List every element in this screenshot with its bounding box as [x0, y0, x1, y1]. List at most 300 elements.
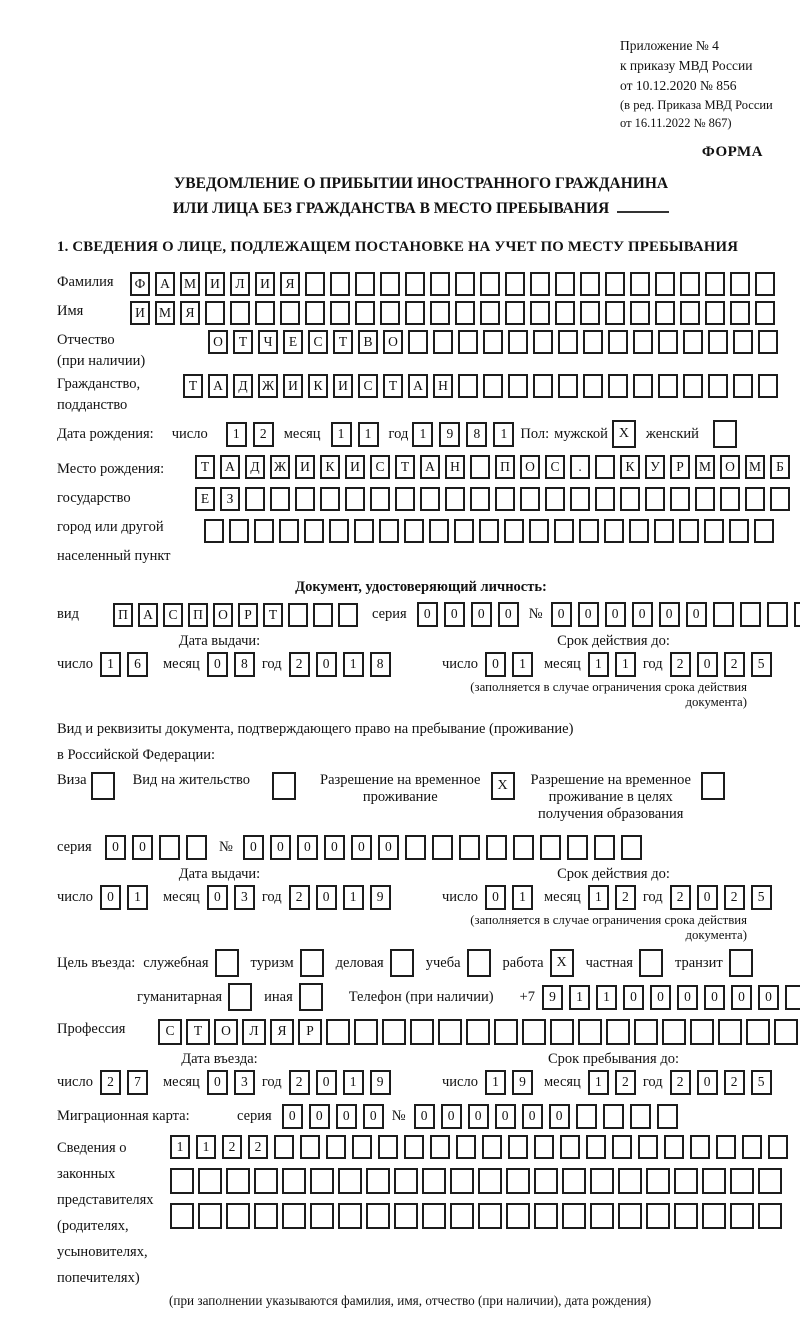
form-cell[interactable] [198, 1168, 222, 1194]
form-cell[interactable] [470, 455, 490, 479]
form-cell[interactable] [680, 301, 700, 325]
form-cell[interactable] [405, 272, 425, 296]
form-cell[interactable] [494, 1019, 518, 1045]
form-cell[interactable] [621, 835, 642, 860]
form-cell[interactable] [486, 835, 507, 860]
form-cell[interactable] [586, 1135, 606, 1159]
form-cell[interactable] [422, 1203, 446, 1229]
form-cell[interactable]: 7 [127, 1070, 148, 1095]
form-cell[interactable]: 0 [485, 652, 506, 677]
form-cell[interactable]: Я [270, 1019, 294, 1045]
form-cell[interactable]: К [308, 374, 328, 398]
form-cell[interactable] [450, 1203, 474, 1229]
form-cell[interactable] [630, 301, 650, 325]
form-cell[interactable]: И [255, 272, 275, 296]
form-cell[interactable] [630, 1104, 651, 1129]
form-cell[interactable]: В [358, 330, 378, 354]
form-cell[interactable] [680, 272, 700, 296]
form-cell[interactable]: 1 [588, 652, 609, 677]
form-cell[interactable] [645, 487, 665, 511]
form-cell[interactable]: 0 [650, 985, 671, 1010]
form-cell[interactable] [198, 1203, 222, 1229]
form-cell[interactable] [405, 301, 425, 325]
form-cell[interactable]: М [745, 455, 765, 479]
form-cell[interactable]: А [155, 272, 175, 296]
form-cell[interactable]: 1 [331, 422, 352, 447]
form-cell[interactable] [305, 301, 325, 325]
form-cell[interactable] [558, 330, 578, 354]
form-cell[interactable]: 0 [351, 835, 372, 860]
form-cell[interactable]: Я [180, 301, 200, 325]
form-cell[interactable]: 5 [751, 652, 772, 677]
form-cell[interactable] [458, 374, 478, 398]
form-cell[interactable] [366, 1203, 390, 1229]
temp-residence-education-checkbox[interactable] [701, 772, 725, 800]
form-cell[interactable] [430, 1135, 450, 1159]
form-cell[interactable] [605, 301, 625, 325]
form-cell[interactable]: 0 [498, 602, 519, 627]
form-cell[interactable]: М [155, 301, 175, 325]
form-cell[interactable] [768, 1135, 788, 1159]
form-cell[interactable]: 1 [226, 422, 247, 447]
form-cell[interactable] [755, 272, 775, 296]
form-cell[interactable] [633, 330, 653, 354]
form-cell[interactable]: 1 [485, 1070, 506, 1095]
form-cell[interactable] [730, 301, 750, 325]
form-cell[interactable] [345, 487, 365, 511]
form-cell[interactable] [480, 272, 500, 296]
form-cell[interactable] [580, 301, 600, 325]
form-cell[interactable]: 2 [670, 885, 691, 910]
form-cell[interactable] [530, 301, 550, 325]
form-cell[interactable]: 0 [336, 1104, 357, 1129]
form-cell[interactable] [579, 519, 599, 543]
form-cell[interactable] [480, 301, 500, 325]
form-cell[interactable] [395, 487, 415, 511]
form-cell[interactable] [606, 1019, 630, 1045]
form-cell[interactable] [230, 301, 250, 325]
form-cell[interactable]: 0 [297, 835, 318, 860]
form-cell[interactable]: Р [670, 455, 690, 479]
form-cell[interactable] [379, 519, 399, 543]
form-cell[interactable]: 0 [207, 1070, 228, 1095]
form-cell[interactable]: 0 [471, 602, 492, 627]
form-cell[interactable]: С [358, 374, 378, 398]
form-cell[interactable] [612, 1135, 632, 1159]
form-cell[interactable] [638, 1135, 658, 1159]
form-cell[interactable] [466, 1019, 490, 1045]
form-cell[interactable] [529, 519, 549, 543]
form-cell[interactable] [279, 519, 299, 543]
form-cell[interactable] [478, 1168, 502, 1194]
form-cell[interactable]: 1 [569, 985, 590, 1010]
form-cell[interactable] [338, 603, 358, 627]
form-cell[interactable]: А [138, 603, 158, 627]
form-cell[interactable] [729, 519, 749, 543]
form-cell[interactable]: . [570, 455, 590, 479]
form-cell[interactable]: 1 [588, 885, 609, 910]
form-cell[interactable] [352, 1135, 372, 1159]
form-cell[interactable] [355, 301, 375, 325]
form-cell[interactable] [226, 1203, 250, 1229]
form-cell[interactable] [608, 330, 628, 354]
form-cell[interactable]: И [345, 455, 365, 479]
form-cell[interactable] [603, 1104, 624, 1129]
form-cell[interactable] [746, 1019, 770, 1045]
form-cell[interactable]: 1 [343, 885, 364, 910]
purpose-option-checkbox-3[interactable] [390, 949, 414, 977]
form-cell[interactable] [338, 1203, 362, 1229]
form-cell[interactable] [767, 602, 788, 627]
form-cell[interactable] [758, 1203, 782, 1229]
form-cell[interactable] [702, 1203, 726, 1229]
form-cell[interactable]: К [620, 455, 640, 479]
form-cell[interactable] [730, 1168, 754, 1194]
form-cell[interactable] [633, 374, 653, 398]
purpose-option-extra-checkbox-2[interactable] [299, 983, 323, 1011]
form-cell[interactable]: Н [445, 455, 465, 479]
form-cell[interactable]: 1 [358, 422, 379, 447]
purpose-option-checkbox-6[interactable] [639, 949, 663, 977]
form-cell[interactable] [326, 1135, 346, 1159]
form-cell[interactable] [705, 272, 725, 296]
form-cell[interactable] [310, 1203, 334, 1229]
form-cell[interactable]: 9 [542, 985, 563, 1010]
form-cell[interactable] [618, 1168, 642, 1194]
form-cell[interactable]: 1 [615, 652, 636, 677]
form-cell[interactable]: И [205, 272, 225, 296]
form-cell[interactable]: Р [298, 1019, 322, 1045]
form-cell[interactable] [578, 1019, 602, 1045]
form-cell[interactable] [430, 301, 450, 325]
form-cell[interactable] [533, 374, 553, 398]
purpose-option-checkbox-1[interactable] [215, 949, 239, 977]
form-cell[interactable]: 0 [697, 885, 718, 910]
form-cell[interactable]: 0 [731, 985, 752, 1010]
form-cell[interactable] [674, 1203, 698, 1229]
form-cell[interactable] [508, 1135, 528, 1159]
form-cell[interactable] [754, 519, 774, 543]
form-cell[interactable] [522, 1019, 546, 1045]
form-cell[interactable] [255, 301, 275, 325]
form-cell[interactable] [646, 1168, 670, 1194]
form-cell[interactable]: О [720, 455, 740, 479]
form-cell[interactable]: С [545, 455, 565, 479]
form-cell[interactable] [690, 1019, 714, 1045]
form-cell[interactable]: 2 [248, 1135, 268, 1159]
form-cell[interactable]: Ф [130, 272, 150, 296]
form-cell[interactable]: Е [283, 330, 303, 354]
form-cell[interactable]: Т [383, 374, 403, 398]
form-cell[interactable]: С [163, 603, 183, 627]
form-cell[interactable] [305, 272, 325, 296]
form-cell[interactable]: 0 [522, 1104, 543, 1129]
form-cell[interactable] [554, 519, 574, 543]
form-cell[interactable] [590, 1168, 614, 1194]
form-cell[interactable] [745, 487, 765, 511]
form-cell[interactable]: 9 [370, 885, 391, 910]
form-cell[interactable] [254, 519, 274, 543]
form-cell[interactable] [690, 1135, 710, 1159]
form-cell[interactable] [438, 1019, 462, 1045]
purpose-option-checkbox-2[interactable] [300, 949, 324, 977]
form-cell[interactable]: 0 [697, 652, 718, 677]
form-cell[interactable] [404, 519, 424, 543]
form-cell[interactable]: Р [238, 603, 258, 627]
form-cell[interactable]: О [208, 330, 228, 354]
form-cell[interactable] [580, 272, 600, 296]
form-cell[interactable] [330, 272, 350, 296]
form-cell[interactable] [785, 985, 800, 1010]
form-cell[interactable] [774, 1019, 798, 1045]
form-cell[interactable]: 0 [704, 985, 725, 1010]
form-cell[interactable]: И [283, 374, 303, 398]
form-cell[interactable]: 5 [751, 885, 772, 910]
form-cell[interactable] [705, 301, 725, 325]
form-cell[interactable]: 0 [623, 985, 644, 1010]
form-cell[interactable]: И [130, 301, 150, 325]
form-cell[interactable]: 0 [549, 1104, 570, 1129]
form-cell[interactable]: Д [245, 455, 265, 479]
form-cell[interactable]: 0 [551, 602, 572, 627]
form-cell[interactable]: 1 [412, 422, 433, 447]
form-cell[interactable]: Т [186, 1019, 210, 1045]
form-cell[interactable]: И [333, 374, 353, 398]
form-cell[interactable] [550, 1019, 574, 1045]
form-cell[interactable] [740, 602, 761, 627]
form-cell[interactable]: 2 [222, 1135, 242, 1159]
form-cell[interactable] [530, 272, 550, 296]
form-cell[interactable]: 2 [670, 652, 691, 677]
form-cell[interactable]: 8 [370, 652, 391, 677]
form-cell[interactable] [506, 1168, 530, 1194]
form-cell[interactable] [170, 1203, 194, 1229]
form-cell[interactable]: З [220, 487, 240, 511]
form-cell[interactable]: Т [183, 374, 203, 398]
form-cell[interactable] [657, 1104, 678, 1129]
form-cell[interactable] [533, 330, 553, 354]
form-cell[interactable] [534, 1135, 554, 1159]
form-cell[interactable]: П [113, 603, 133, 627]
temp-residence-checkbox[interactable]: X [491, 772, 515, 800]
form-cell[interactable]: 2 [100, 1070, 121, 1095]
form-cell[interactable]: 1 [493, 422, 514, 447]
form-cell[interactable] [455, 301, 475, 325]
form-cell[interactable] [570, 487, 590, 511]
form-cell[interactable] [483, 374, 503, 398]
form-cell[interactable]: К [320, 455, 340, 479]
form-cell[interactable] [295, 487, 315, 511]
residence-permit-checkbox[interactable] [272, 772, 296, 800]
form-cell[interactable] [229, 519, 249, 543]
form-cell[interactable] [758, 330, 778, 354]
form-cell[interactable] [504, 519, 524, 543]
gender-female-checkbox[interactable] [713, 420, 737, 448]
form-cell[interactable] [506, 1203, 530, 1229]
form-cell[interactable]: У [645, 455, 665, 479]
form-cell[interactable] [495, 487, 515, 511]
form-cell[interactable]: 1 [343, 652, 364, 677]
form-cell[interactable]: О [383, 330, 403, 354]
form-cell[interactable]: 8 [466, 422, 487, 447]
form-cell[interactable] [618, 1203, 642, 1229]
form-cell[interactable]: С [370, 455, 390, 479]
form-cell[interactable]: 2 [724, 1070, 745, 1095]
form-cell[interactable] [664, 1135, 684, 1159]
form-cell[interactable] [590, 1203, 614, 1229]
form-cell[interactable] [404, 1135, 424, 1159]
form-cell[interactable]: 8 [234, 652, 255, 677]
form-cell[interactable] [545, 487, 565, 511]
form-cell[interactable]: 0 [363, 1104, 384, 1129]
form-cell[interactable]: Л [242, 1019, 266, 1045]
form-cell[interactable]: Ч [258, 330, 278, 354]
form-cell[interactable] [558, 374, 578, 398]
form-cell[interactable] [555, 301, 575, 325]
form-cell[interactable] [282, 1168, 306, 1194]
form-cell[interactable] [634, 1019, 658, 1045]
form-cell[interactable] [718, 1019, 742, 1045]
visa-checkbox[interactable] [91, 772, 115, 800]
form-cell[interactable]: 0 [758, 985, 779, 1010]
form-cell[interactable]: 2 [289, 1070, 310, 1095]
form-cell[interactable]: 2 [289, 885, 310, 910]
form-cell[interactable] [755, 301, 775, 325]
form-cell[interactable]: 9 [512, 1070, 533, 1095]
form-cell[interactable]: 2 [615, 885, 636, 910]
form-cell[interactable]: 6 [127, 652, 148, 677]
form-cell[interactable]: П [188, 603, 208, 627]
form-cell[interactable] [655, 301, 675, 325]
form-cell[interactable] [204, 519, 224, 543]
form-cell[interactable]: 0 [207, 885, 228, 910]
form-cell[interactable] [354, 1019, 378, 1045]
form-cell[interactable] [646, 1203, 670, 1229]
form-cell[interactable]: 3 [234, 885, 255, 910]
form-cell[interactable] [470, 487, 490, 511]
form-cell[interactable]: 2 [615, 1070, 636, 1095]
form-cell[interactable] [733, 330, 753, 354]
form-cell[interactable] [370, 487, 390, 511]
form-cell[interactable] [576, 1104, 597, 1129]
form-cell[interactable]: 1 [588, 1070, 609, 1095]
form-cell[interactable] [513, 835, 534, 860]
form-cell[interactable]: Т [263, 603, 283, 627]
form-cell[interactable]: 0 [414, 1104, 435, 1129]
form-cell[interactable] [604, 519, 624, 543]
form-cell[interactable]: Е [195, 487, 215, 511]
form-cell[interactable] [380, 272, 400, 296]
form-cell[interactable] [479, 519, 499, 543]
form-cell[interactable] [555, 272, 575, 296]
form-cell[interactable] [420, 487, 440, 511]
form-cell[interactable] [454, 519, 474, 543]
form-cell[interactable] [540, 835, 561, 860]
form-cell[interactable] [226, 1168, 250, 1194]
form-cell[interactable] [742, 1135, 762, 1159]
form-cell[interactable] [758, 374, 778, 398]
form-cell[interactable] [608, 374, 628, 398]
form-cell[interactable] [567, 835, 588, 860]
form-cell[interactable]: П [495, 455, 515, 479]
form-cell[interactable]: 0 [495, 1104, 516, 1129]
form-cell[interactable] [730, 272, 750, 296]
form-cell[interactable] [456, 1135, 476, 1159]
form-cell[interactable]: 1 [512, 652, 533, 677]
form-cell[interactable] [394, 1203, 418, 1229]
form-cell[interactable] [670, 487, 690, 511]
form-cell[interactable]: Д [233, 374, 253, 398]
form-cell[interactable] [508, 374, 528, 398]
form-cell[interactable]: 0 [316, 652, 337, 677]
form-cell[interactable]: 0 [632, 602, 653, 627]
form-cell[interactable]: 0 [243, 835, 264, 860]
form-cell[interactable] [674, 1168, 698, 1194]
form-cell[interactable] [708, 330, 728, 354]
form-cell[interactable] [205, 301, 225, 325]
form-cell[interactable] [658, 374, 678, 398]
form-cell[interactable] [704, 519, 724, 543]
form-cell[interactable] [270, 487, 290, 511]
form-cell[interactable]: 1 [596, 985, 617, 1010]
form-cell[interactable]: Ж [258, 374, 278, 398]
form-cell[interactable]: 0 [378, 835, 399, 860]
form-cell[interactable]: 1 [100, 652, 121, 677]
form-cell[interactable]: 9 [370, 1070, 391, 1095]
form-cell[interactable] [708, 374, 728, 398]
form-cell[interactable] [758, 1168, 782, 1194]
form-cell[interactable]: 0 [309, 1104, 330, 1129]
form-cell[interactable]: 0 [100, 885, 121, 910]
form-cell[interactable]: 0 [282, 1104, 303, 1129]
form-cell[interactable]: 0 [132, 835, 153, 860]
form-cell[interactable]: 1 [127, 885, 148, 910]
form-cell[interactable] [713, 602, 734, 627]
form-cell[interactable] [394, 1168, 418, 1194]
form-cell[interactable]: 5 [751, 1070, 772, 1095]
form-cell[interactable] [300, 1135, 320, 1159]
form-cell[interactable] [594, 835, 615, 860]
form-cell[interactable] [560, 1135, 580, 1159]
form-cell[interactable]: М [180, 272, 200, 296]
form-cell[interactable] [450, 1168, 474, 1194]
form-cell[interactable]: 3 [234, 1070, 255, 1095]
form-cell[interactable]: Т [233, 330, 253, 354]
form-cell[interactable]: 0 [417, 602, 438, 627]
form-cell[interactable]: 0 [578, 602, 599, 627]
form-cell[interactable] [432, 835, 453, 860]
form-cell[interactable]: О [213, 603, 233, 627]
form-cell[interactable] [595, 487, 615, 511]
form-cell[interactable] [354, 519, 374, 543]
form-cell[interactable] [254, 1168, 278, 1194]
form-cell[interactable]: 0 [444, 602, 465, 627]
form-cell[interactable] [254, 1203, 278, 1229]
form-cell[interactable]: 0 [686, 602, 707, 627]
form-cell[interactable] [679, 519, 699, 543]
form-cell[interactable]: С [308, 330, 328, 354]
form-cell[interactable]: 2 [724, 885, 745, 910]
form-cell[interactable] [520, 487, 540, 511]
form-cell[interactable] [562, 1168, 586, 1194]
form-cell[interactable] [274, 1135, 294, 1159]
form-cell[interactable]: 1 [343, 1070, 364, 1095]
purpose-option-extra-checkbox-1[interactable] [228, 983, 252, 1011]
form-cell[interactable] [304, 519, 324, 543]
form-cell[interactable] [329, 519, 349, 543]
form-cell[interactable]: 0 [316, 885, 337, 910]
form-cell[interactable]: 0 [316, 1070, 337, 1095]
